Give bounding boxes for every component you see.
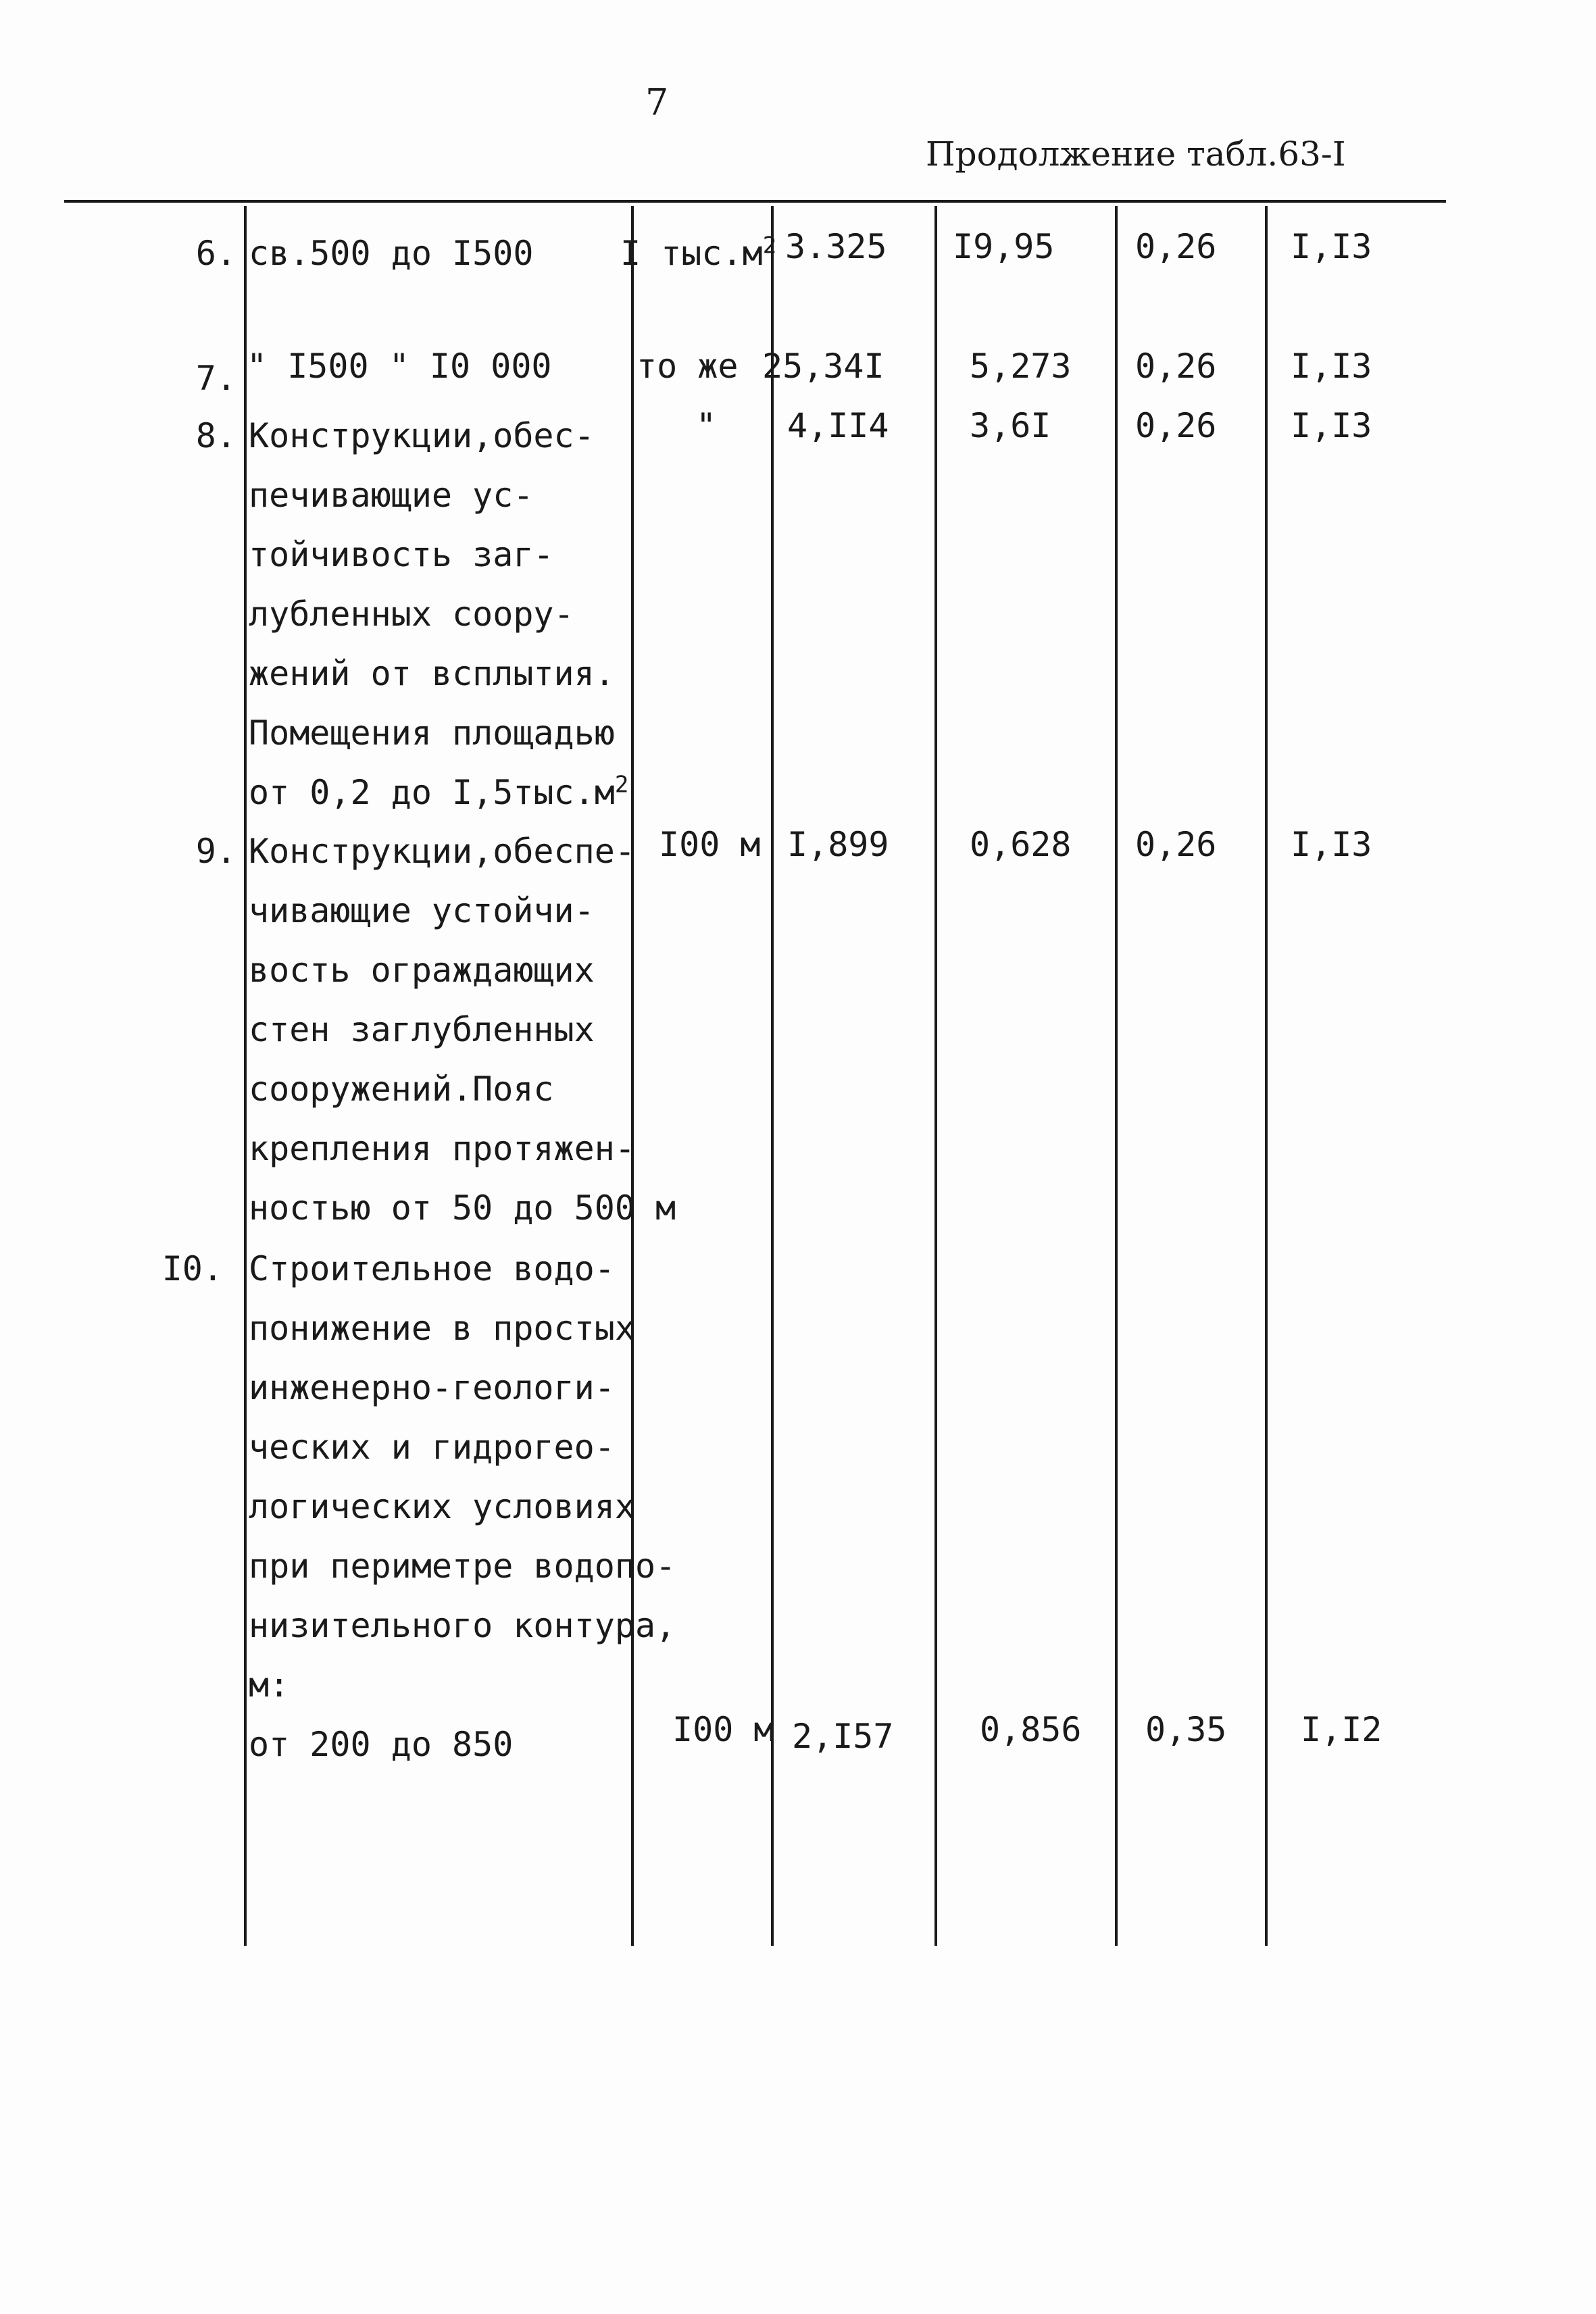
- row-description-line: инженерно-геологи-: [249, 1368, 615, 1407]
- value-a: 3.325: [785, 227, 887, 266]
- row-index: 7.: [195, 359, 236, 398]
- description-text: от 0,2 до I,5тыс.м: [249, 773, 615, 812]
- column-rule-text: [631, 206, 634, 1946]
- value-b: 0,856: [980, 1710, 1082, 1749]
- row-index: I0.: [161, 1249, 223, 1288]
- value-d: I,I3: [1291, 227, 1372, 266]
- row-description-line: ческих и гидрогео-: [249, 1428, 615, 1467]
- page-number: 7: [645, 81, 669, 124]
- description-superscript: 2: [614, 771, 629, 799]
- value-d: I,I3: [1291, 825, 1372, 864]
- column-rule-b: [1115, 206, 1118, 1946]
- row-index: 8.: [195, 416, 236, 455]
- row-unit: ": [696, 406, 717, 445]
- row-description-line: вость ограждающих: [249, 951, 595, 990]
- unit-text: I тыс.м: [620, 234, 763, 273]
- row-description-line: чивающие устойчи-: [249, 891, 595, 930]
- value-a: 4,II4: [787, 406, 889, 445]
- row-description-line: от 200 до 850: [249, 1725, 514, 1764]
- table-caption: Продолжение табл.63-I: [926, 134, 1346, 174]
- row-description-line: тойчивость заг-: [249, 535, 554, 574]
- value-a: I,899: [787, 825, 889, 864]
- value-d: I,I2: [1301, 1710, 1382, 1749]
- value-c: 0,35: [1145, 1710, 1227, 1749]
- row-description-line: при периметре водопо-: [249, 1546, 676, 1586]
- row-description: св.500 до I500: [249, 234, 534, 273]
- row-unit: I00 м: [659, 825, 761, 864]
- row-description-line: Конструкции,обес-: [249, 416, 595, 455]
- row-index: 6.: [195, 234, 236, 273]
- value-c: 0,26: [1135, 347, 1217, 386]
- value-a: 2,I57: [792, 1717, 894, 1756]
- row-description-line: сооружений.Пояс: [249, 1070, 554, 1109]
- value-b: 3,6I: [970, 406, 1051, 445]
- row-description-line: Конструкции,обеспе-: [249, 832, 635, 871]
- row-description-line: лубленных соору-: [249, 595, 574, 634]
- row-description-line: логических условиях: [249, 1487, 635, 1526]
- row-unit: [620, 233, 776, 274]
- column-rule-a: [934, 206, 937, 1946]
- value-c: 0,26: [1135, 406, 1217, 445]
- column-rule-c: [1265, 206, 1268, 1946]
- value-c: 0,26: [1135, 825, 1217, 864]
- value-d: I,I3: [1291, 406, 1372, 445]
- row-description-line: низительного контура,: [249, 1606, 676, 1645]
- row-unit: I00 м: [672, 1710, 774, 1749]
- value-b: 5,273: [970, 347, 1072, 386]
- row-description-line: печивающие ус-: [249, 476, 534, 515]
- unit-superscript: 2: [762, 232, 777, 259]
- row-description-line: крепления протяжен-: [249, 1129, 635, 1168]
- row-description-line: понижение в простых: [249, 1309, 635, 1348]
- value-b: 0,628: [970, 825, 1072, 864]
- row-description-line: Строительное водо-: [249, 1249, 615, 1288]
- row-description-line: жений от всплытия.: [249, 654, 615, 693]
- column-rule-unit: [771, 206, 774, 1946]
- column-rule-index: [244, 206, 247, 1946]
- row-description-line: м:: [249, 1665, 290, 1705]
- row-description-line: [249, 772, 628, 813]
- row-description-line: ностью от 50 до 500 м: [249, 1188, 676, 1228]
- value-a: 25,34I: [762, 347, 884, 386]
- row-description-line: стен заглубленных: [249, 1010, 595, 1049]
- value-c: 0,26: [1135, 227, 1217, 266]
- row-unit: то же: [637, 347, 739, 386]
- row-description: " I500 " I0 000: [247, 347, 552, 386]
- row-index: 9.: [195, 832, 236, 871]
- value-b: I9,95: [953, 227, 1055, 266]
- row-description-line: Помещения площадью: [249, 713, 615, 753]
- table-top-rule: [64, 200, 1446, 203]
- value-d: I,I3: [1291, 347, 1372, 386]
